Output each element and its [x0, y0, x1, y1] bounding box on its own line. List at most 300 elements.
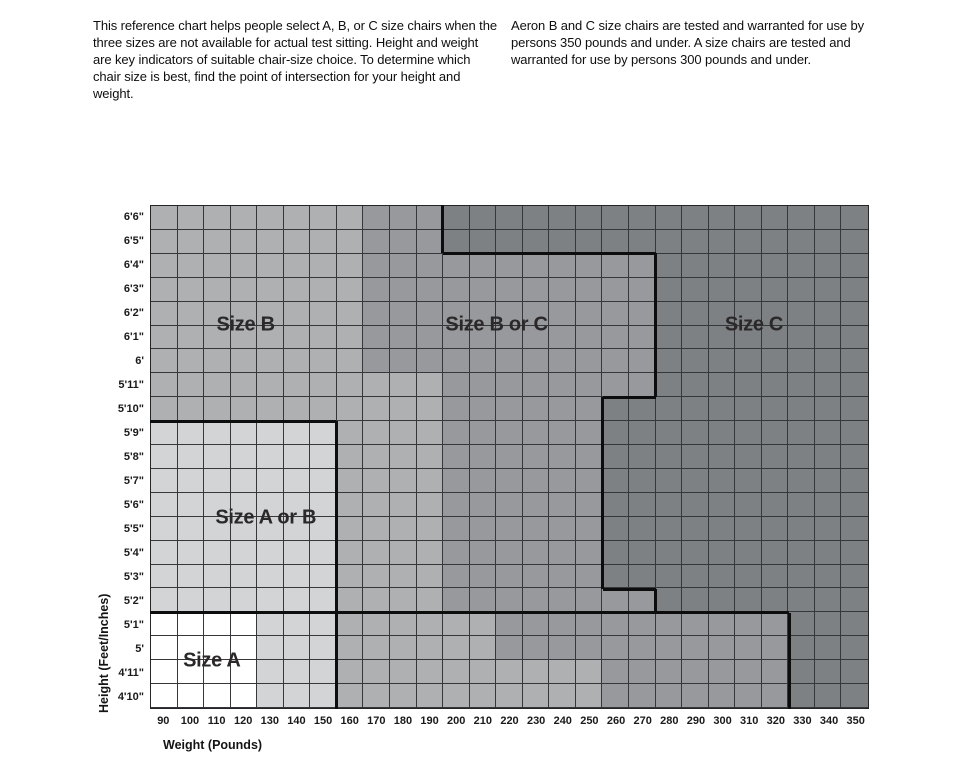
grid-cell-BC — [443, 493, 470, 517]
grid-cell-BC — [576, 517, 603, 541]
grid-cell-B — [151, 254, 178, 278]
grid-cell-C — [656, 230, 683, 254]
grid-cell-B — [363, 541, 390, 565]
grid-cell-B — [337, 326, 364, 350]
grid-cell-BC — [523, 373, 550, 397]
grid-cell-AB — [151, 421, 178, 445]
grid-cell-BC — [523, 541, 550, 565]
grid-cell-A — [178, 612, 205, 636]
grid-cell-AB — [231, 517, 258, 541]
grid-cell-B — [310, 373, 337, 397]
grid-cell-BC — [629, 660, 656, 684]
grid-cell-AB — [257, 421, 284, 445]
grid-cell-BC — [523, 493, 550, 517]
grid-cell-BC — [443, 588, 470, 612]
grid-cell-C — [682, 541, 709, 565]
grid-cell-AB — [257, 493, 284, 517]
grid-cell-B — [417, 588, 444, 612]
grid-cell-B — [178, 349, 205, 373]
grid-cell-BC — [656, 636, 683, 660]
x-tick-label: 290 — [686, 715, 706, 727]
grid-cell-BC — [496, 541, 523, 565]
grid-cell-BC — [496, 612, 523, 636]
grid-cell-AB — [310, 588, 337, 612]
grid-cell-BC — [602, 684, 629, 708]
grid-cell-C — [788, 541, 815, 565]
grid-cell-B — [363, 636, 390, 660]
grid-cell-A — [178, 684, 205, 708]
grid-cell-BC — [602, 254, 629, 278]
grid-cell-B — [443, 612, 470, 636]
grid-cell-C — [629, 517, 656, 541]
grid-cell-B — [284, 373, 311, 397]
grid-cell-C — [815, 541, 842, 565]
grid-cell-BC — [363, 254, 390, 278]
grid-cell-C — [709, 397, 736, 421]
grid-cell-AB — [178, 588, 205, 612]
grid-cell-B — [284, 254, 311, 278]
grid-cell-B — [257, 254, 284, 278]
grid-cell-B — [363, 565, 390, 589]
y-tick-label: 6'3" — [123, 283, 144, 295]
grid-cell-C — [656, 469, 683, 493]
grid-cell-BC — [443, 397, 470, 421]
grid-cell-C — [629, 565, 656, 589]
grid-cell-B — [257, 278, 284, 302]
grid-cell-C — [656, 302, 683, 326]
grid-cell-BC — [363, 206, 390, 230]
grid-cell-C — [788, 612, 815, 636]
grid-cell-C — [762, 541, 789, 565]
grid-cell-C — [602, 397, 629, 421]
grid-cell-B — [257, 349, 284, 373]
grid-cell-B — [390, 445, 417, 469]
grid-cell-C — [735, 278, 762, 302]
grid-cell-BC — [496, 588, 523, 612]
grid-cell-B — [231, 349, 258, 373]
y-tick-label: 4'11" — [118, 667, 144, 679]
grid-cell-BC — [656, 660, 683, 684]
chart-grid — [150, 205, 869, 709]
grid-cell-B — [470, 684, 497, 708]
grid-cell-BC — [656, 684, 683, 708]
grid-cell-BC — [443, 278, 470, 302]
grid-cell-BC — [390, 349, 417, 373]
grid-cell-B — [151, 326, 178, 350]
grid-cell-B — [204, 349, 231, 373]
grid-cell-C — [762, 565, 789, 589]
grid-cell-B — [470, 612, 497, 636]
grid-cell-C — [629, 230, 656, 254]
grid-cell-BC — [417, 326, 444, 350]
grid-cell-BC — [549, 421, 576, 445]
grid-cell-AB — [284, 588, 311, 612]
grid-cell-B — [178, 206, 205, 230]
grid-cell-C — [762, 278, 789, 302]
grid-cell-BC — [470, 373, 497, 397]
grid-cell-C — [656, 445, 683, 469]
grid-cell-C — [709, 493, 736, 517]
grid-cell-BC — [602, 326, 629, 350]
grid-cell-C — [629, 541, 656, 565]
grid-cell-A — [151, 612, 178, 636]
grid-cell-C — [682, 445, 709, 469]
grid-cell-C — [656, 397, 683, 421]
grid-cell-BC — [602, 302, 629, 326]
grid-cell-B — [204, 206, 231, 230]
grid-cell-B — [363, 421, 390, 445]
grid-cell-B — [337, 517, 364, 541]
grid-cell-C — [762, 397, 789, 421]
grid-cell-AB — [284, 565, 311, 589]
grid-cell-BC — [576, 278, 603, 302]
y-tick-label: 6' — [135, 355, 144, 367]
grid-cell-BC — [549, 493, 576, 517]
grid-cell-B — [310, 302, 337, 326]
grid-cell-C — [762, 517, 789, 541]
grid-cell-C — [841, 373, 868, 397]
grid-cell-C — [576, 206, 603, 230]
grid-cell-C — [815, 230, 842, 254]
grid-cell-AB — [284, 517, 311, 541]
grid-cell-BC — [576, 254, 603, 278]
grid-cell-AB — [231, 421, 258, 445]
grid-cell-B — [363, 469, 390, 493]
intro-paragraph-right: Aeron B and C size chairs are tested and warranted for use by persons 350 pounds and under. A size chairs are tested and warranted for use by persons 300 pounds and under. — [511, 18, 865, 67]
grid-cell-AB — [151, 445, 178, 469]
grid-cell-BC — [496, 397, 523, 421]
grid-cell-C — [709, 349, 736, 373]
grid-cell-BC — [549, 517, 576, 541]
grid-cell-C — [629, 397, 656, 421]
grid-cell-BC — [443, 421, 470, 445]
grid-cell-C — [815, 278, 842, 302]
y-tick-label: 5'8" — [123, 451, 144, 463]
grid-cell-AB — [284, 684, 311, 708]
grid-cell-BC — [523, 612, 550, 636]
grid-cell-AB — [284, 469, 311, 493]
grid-cell-A — [204, 636, 231, 660]
grid-cell-A — [204, 660, 231, 684]
grid-cell-BC — [602, 588, 629, 612]
grid-cell-B — [337, 206, 364, 230]
grid-cell-BC — [629, 278, 656, 302]
y-tick-label: 5'10" — [117, 403, 144, 415]
grid-cell-A — [204, 612, 231, 636]
grid-cell-AB — [310, 469, 337, 493]
grid-cell-BC — [629, 302, 656, 326]
grid-cell-B — [178, 254, 205, 278]
region-label-size-c: Size C — [724, 313, 784, 336]
grid-cell-B — [337, 612, 364, 636]
grid-cell-C — [762, 445, 789, 469]
grid-cell-C — [709, 326, 736, 350]
grid-cell-C — [629, 421, 656, 445]
grid-cell-B — [178, 278, 205, 302]
grid-cell-AB — [151, 517, 178, 541]
grid-cell-AB — [231, 469, 258, 493]
grid-cell-C — [656, 254, 683, 278]
y-tick-label: 5' — [135, 643, 144, 655]
grid-cell-AB — [310, 612, 337, 636]
grid-cell-C — [815, 349, 842, 373]
grid-cell-B — [257, 326, 284, 350]
grid-cell-B — [284, 326, 311, 350]
grid-cell-BC — [576, 445, 603, 469]
x-tick-label: 140 — [287, 715, 306, 727]
grid-cell-BC — [682, 636, 709, 660]
grid-cell-B — [337, 421, 364, 445]
grid-cell-B — [231, 302, 258, 326]
grid-cell-AB — [257, 469, 284, 493]
grid-cell-BC — [496, 445, 523, 469]
grid-cell-BC — [523, 278, 550, 302]
grid-cell-B — [257, 373, 284, 397]
grid-cell-B — [363, 445, 390, 469]
grid-cell-C — [788, 588, 815, 612]
grid-cell-AB — [151, 565, 178, 589]
grid-cell-BC — [629, 349, 656, 373]
grid-cell-C — [762, 373, 789, 397]
grid-cell-B — [417, 636, 444, 660]
grid-cell-B — [337, 349, 364, 373]
grid-cell-C — [841, 612, 868, 636]
grid-cell-C — [841, 517, 868, 541]
grid-cell-C — [841, 541, 868, 565]
grid-cell-B — [257, 302, 284, 326]
grid-cell-BC — [629, 254, 656, 278]
grid-cell-C — [815, 684, 842, 708]
grid-cell-B — [390, 397, 417, 421]
grid-cell-B — [443, 684, 470, 708]
x-tick-label: 350 — [846, 715, 865, 727]
grid-cell-B — [417, 469, 444, 493]
x-tick-label: 200 — [447, 715, 466, 727]
grid-cell-BC — [417, 278, 444, 302]
grid-cell-C — [841, 326, 868, 350]
grid-cell-AB — [178, 517, 205, 541]
grid-cell-AB — [257, 565, 284, 589]
x-tick-label: 250 — [580, 715, 599, 727]
grid-cell-BC — [496, 421, 523, 445]
grid-cell-BC — [709, 612, 736, 636]
grid-cell-AB — [284, 493, 311, 517]
grid-cell-BC — [523, 445, 550, 469]
grid-cell-B — [231, 373, 258, 397]
grid-cell-BC — [390, 326, 417, 350]
grid-cell-C — [682, 565, 709, 589]
grid-cell-C — [841, 588, 868, 612]
grid-cell-AB — [284, 421, 311, 445]
grid-cell-B — [257, 230, 284, 254]
grid-cell-C — [815, 565, 842, 589]
grid-cell-B — [231, 230, 258, 254]
grid-cell-B — [417, 612, 444, 636]
grid-cell-C — [788, 349, 815, 373]
grid-cell-C — [762, 469, 789, 493]
grid-cell-BC — [602, 660, 629, 684]
grid-cell-A — [151, 684, 178, 708]
grid-cell-C — [762, 493, 789, 517]
grid-cell-AB — [310, 541, 337, 565]
grid-cell-AB — [284, 445, 311, 469]
grid-cell-BC — [496, 326, 523, 350]
grid-cell-AB — [310, 517, 337, 541]
region-label-size-b-or-c: Size B or C — [445, 313, 548, 336]
grid-cell-BC — [470, 254, 497, 278]
grid-cell-AB — [231, 445, 258, 469]
grid-cell-C — [656, 565, 683, 589]
grid-cell-B — [337, 254, 364, 278]
grid-cell-B — [151, 278, 178, 302]
grid-cell-BC — [576, 421, 603, 445]
grid-cell-B — [310, 206, 337, 230]
grid-cell-C — [735, 493, 762, 517]
grid-cell-C — [841, 493, 868, 517]
grid-cell-BC — [762, 612, 789, 636]
x-tick-label: 260 — [606, 715, 626, 727]
grid-cell-B — [231, 326, 258, 350]
grid-cell-B — [204, 278, 231, 302]
grid-cell-BC — [735, 636, 762, 660]
grid-cell-C — [709, 254, 736, 278]
grid-cell-BC — [629, 326, 656, 350]
grid-cell-AB — [151, 493, 178, 517]
x-tick-label: 310 — [739, 715, 759, 727]
grid-cell-BC — [576, 349, 603, 373]
grid-cell-C — [470, 230, 497, 254]
grid-cell-B — [257, 206, 284, 230]
grid-cell-C — [629, 493, 656, 517]
grid-cell-B — [496, 684, 523, 708]
grid-cell-C — [602, 565, 629, 589]
grid-cell-AB — [178, 445, 205, 469]
grid-cell-B — [231, 206, 258, 230]
grid-cell-B — [257, 397, 284, 421]
grid-cell-BC — [443, 469, 470, 493]
grid-cell-BC — [470, 421, 497, 445]
grid-cell-B — [204, 397, 231, 421]
grid-cell-C — [735, 302, 762, 326]
x-tick-label: 160 — [340, 715, 359, 727]
grid-cell-C — [788, 326, 815, 350]
grid-cell-BC — [602, 636, 629, 660]
grid-cell-AB — [231, 541, 258, 565]
grid-cell-BC — [709, 636, 736, 660]
x-tick-label: 180 — [393, 715, 413, 727]
grid-cell-C — [788, 660, 815, 684]
grid-cell-BC — [443, 373, 470, 397]
grid-cell-B — [390, 373, 417, 397]
grid-cell-AB — [284, 636, 311, 660]
grid-cell-BC — [470, 588, 497, 612]
grid-cell-C — [682, 230, 709, 254]
grid-cell-BC — [523, 349, 550, 373]
grid-cell-C — [602, 230, 629, 254]
region-label-size-b: Size B — [216, 313, 275, 336]
grid-cell-C — [788, 684, 815, 708]
grid-cell-C — [682, 588, 709, 612]
grid-cell-C — [656, 326, 683, 350]
grid-cell-C — [735, 588, 762, 612]
grid-cell-BC — [735, 612, 762, 636]
grid-cell-B — [284, 230, 311, 254]
grid-cell-BC — [549, 469, 576, 493]
grid-cell-AB — [310, 445, 337, 469]
grid-cell-C — [682, 469, 709, 493]
grid-cell-C — [629, 445, 656, 469]
grid-cell-B — [417, 684, 444, 708]
y-tick-label: 6'6" — [123, 211, 144, 223]
grid-cell-C — [841, 636, 868, 660]
grid-cell-C — [443, 230, 470, 254]
grid-cell-B — [363, 517, 390, 541]
grid-cell-BC — [709, 684, 736, 708]
grid-cell-C — [602, 541, 629, 565]
grid-cell-A — [151, 660, 178, 684]
grid-cell-BC — [496, 254, 523, 278]
grid-cell-AB — [310, 636, 337, 660]
grid-cell-BC — [576, 397, 603, 421]
grid-cell-C — [656, 493, 683, 517]
grid-cell-AB — [151, 541, 178, 565]
x-tick-label: 90 — [157, 715, 170, 727]
grid-cell-C — [788, 445, 815, 469]
grid-cell-AB — [204, 469, 231, 493]
grid-cell-B — [443, 660, 470, 684]
region-label-size-a: Size A — [183, 649, 241, 672]
grid-cell-BC — [576, 636, 603, 660]
grid-cell-C — [735, 397, 762, 421]
grid-cell-C — [735, 373, 762, 397]
x-tick-label: 230 — [526, 715, 546, 727]
grid-cell-B — [576, 684, 603, 708]
grid-cell-C — [682, 278, 709, 302]
grid-cell-B — [231, 278, 258, 302]
grid-cell-C — [656, 206, 683, 230]
grid-cell-C — [815, 636, 842, 660]
grid-cell-B — [337, 684, 364, 708]
grid-cell-B — [496, 660, 523, 684]
grid-cell-BC — [443, 302, 470, 326]
grid-cell-B — [310, 349, 337, 373]
grid-cell-C — [656, 517, 683, 541]
grid-cell-C — [709, 302, 736, 326]
grid-cell-B — [417, 397, 444, 421]
grid-cell-B — [284, 278, 311, 302]
grid-cell-BC — [390, 230, 417, 254]
x-tick-label: 340 — [819, 715, 839, 727]
grid-cell-AB — [257, 517, 284, 541]
grid-cell-BC — [682, 612, 709, 636]
grid-cell-C — [841, 302, 868, 326]
grid-cell-C — [682, 326, 709, 350]
grid-cell-BC — [682, 684, 709, 708]
grid-cell-AB — [257, 612, 284, 636]
grid-cell-AB — [178, 493, 205, 517]
grid-cell-B — [337, 302, 364, 326]
y-tick-label: 5'2" — [123, 595, 144, 607]
grid-cell-C — [841, 469, 868, 493]
grid-cell-BC — [629, 588, 656, 612]
grid-cell-C — [788, 517, 815, 541]
grid-cell-BC — [470, 565, 497, 589]
grid-cell-AB — [257, 588, 284, 612]
grid-cell-BC — [523, 254, 550, 278]
grid-cell-C — [815, 445, 842, 469]
grid-cell-AB — [257, 660, 284, 684]
grid-cell-BC — [523, 397, 550, 421]
